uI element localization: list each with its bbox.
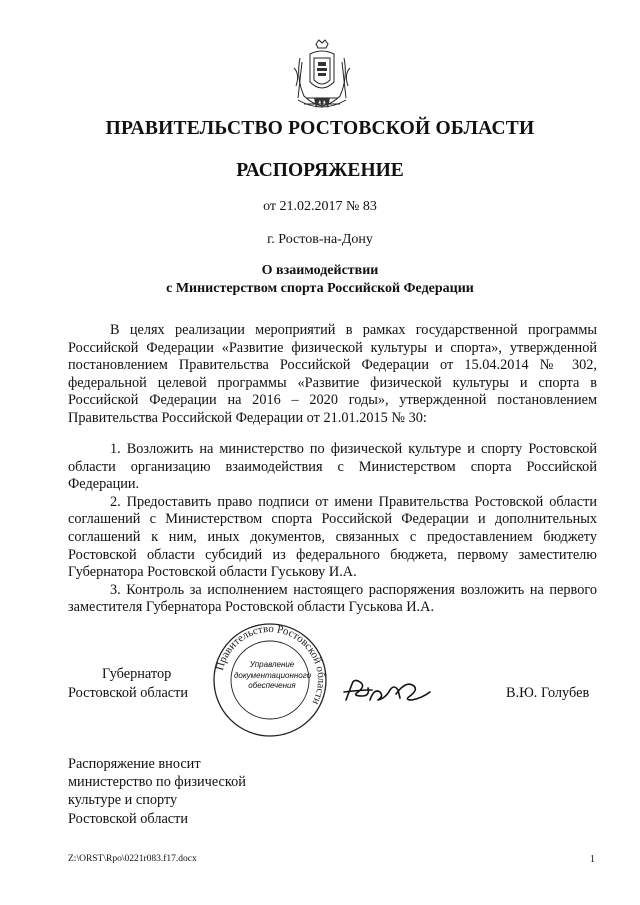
subject-line-1: О взаимодействии (261, 263, 379, 278)
coat-of-arms-emblem (292, 38, 352, 114)
preamble-block (68, 322, 597, 428)
organization-title: ПРАВИТЕЛЬСТВО РОСТОВСКОЙ ОБЛАСТИ (105, 118, 535, 139)
note-line-4: Ростовской области (68, 810, 189, 827)
signatory-title (68, 665, 188, 703)
stamp-inner-line-2: документационного (234, 670, 312, 680)
note-line-3: культуре и спорту (68, 792, 178, 809)
item-2-paragraph: 2. Предоставить право подписи от имени Правительства Ростовской области соглашений с Министерством спорта Российской Федерации и дополнительных соглашений к ним, иных документов, связанных с предоставлением бюджету Ростовской области субсидий из федерального бюджета, первому заместителю Губернатора Ростовской области Гуськову И.А. (68, 493, 597, 581)
stamp-inner-line-1: Управление (249, 660, 295, 669)
document-subject (0, 262, 640, 298)
document-type-title: РАСПОРЯЖЕНИЕ (236, 160, 404, 181)
subject-line-2: с Министерством спорта Российской Федерации (166, 281, 474, 296)
handwritten-signature (340, 670, 440, 710)
preamble-paragraph: В целях реализации мероприятий в рамках государственной программы Российской Федерации «Развитие физической культуры и спорта», утвержденной постановлением Правительства Российской Федерации от 15.04.2014 № 302, федеральной целевой программы «Развитие физической культуры и спорта в Российской Федерации на 2016 – 2020 годы», утвержденной постановлением Правительства Российской Федерации от 21.01.2015 № 30: (68, 322, 597, 426)
stamp-ring-text: Правительство Ростовской области (214, 622, 328, 707)
items-block (68, 441, 597, 617)
submission-note (68, 755, 246, 828)
signatory-title-line-2: Ростовской области (68, 685, 189, 701)
item-3-paragraph: 3. Контроль за исполнением настоящего распоряжения возложить на первого заместителя Губернатора Ростовской области Гуськова И.А. (68, 581, 597, 616)
note-line-2: министерство по физической (68, 774, 246, 791)
page-number: 1 (590, 854, 595, 865)
note-line-1: Распоряжение вносит (68, 756, 201, 772)
signatory-title-line-1: Губернатор (102, 666, 172, 682)
document-date-number: от 21.02.2017 № 83 (263, 199, 377, 214)
stamp-inner-line-3: обеспечения (248, 681, 296, 690)
stamp-inner-text (234, 660, 310, 692)
item-1-paragraph: 1. Возложить на министерство по физической культуре и спорту Ростовской области организацию взаимодействия с Министерством спорта Российской Федерации. (68, 441, 597, 493)
document-city: г. Ростов-на-Дону (267, 232, 373, 247)
file-path-footer: Z:\ORST\Rpo\0221r083.f17.docx (68, 854, 197, 864)
signatory-name: В.Ю. Голубев (506, 685, 590, 701)
